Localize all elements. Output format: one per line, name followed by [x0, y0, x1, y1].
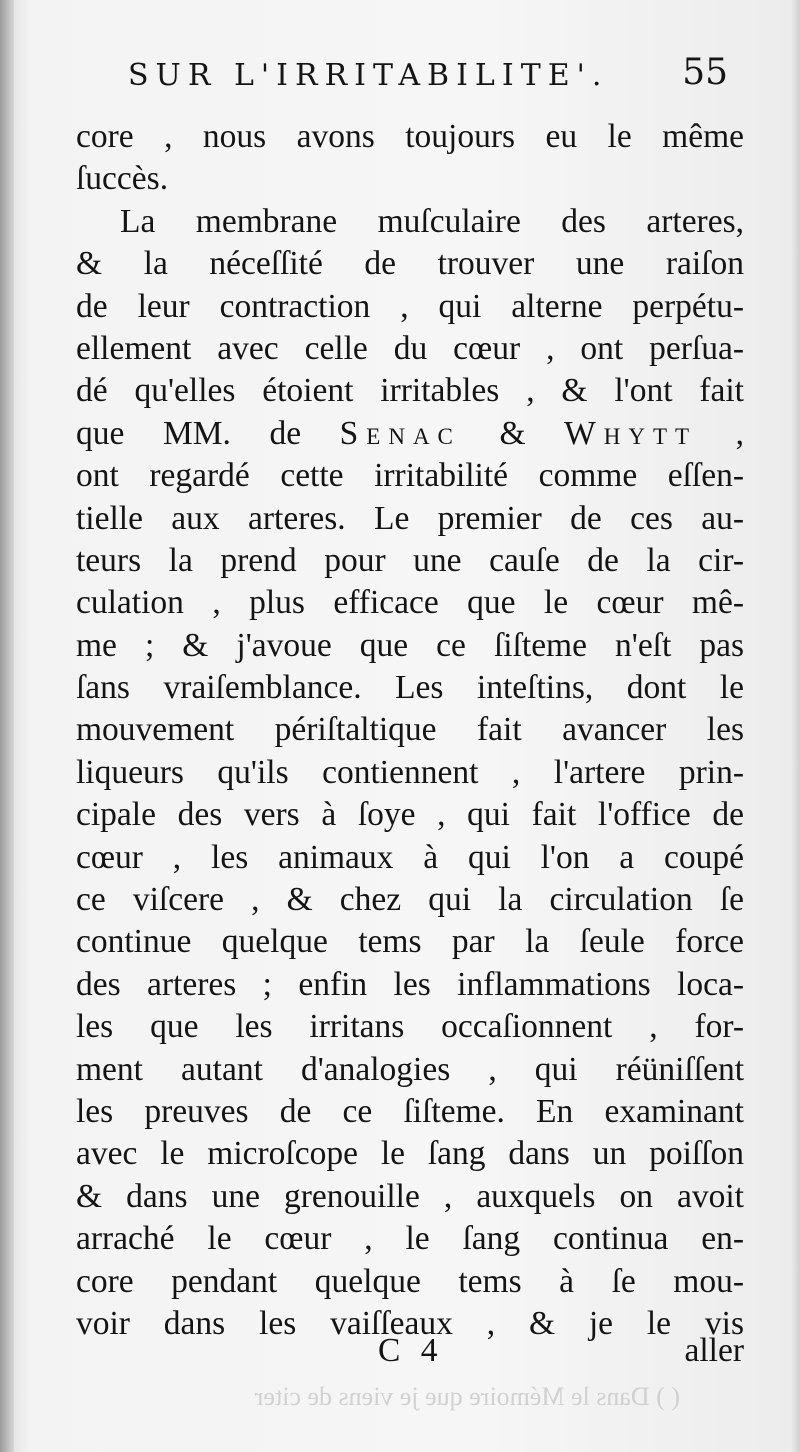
- running-head: SUR L'IRRITABILITE'.: [128, 58, 609, 93]
- text-line: & dans une grenouille , auxquels on avoit: [76, 1177, 744, 1215]
- text-line: les preuves de ce ſiſteme. En examinant: [76, 1092, 744, 1130]
- page-edge: [790, 0, 800, 1452]
- text-fragment: ,: [697, 414, 745, 452]
- text-line: liqueurs qu'ils contiennent , l'artere prin-: [76, 753, 744, 791]
- text-line: ſans vraiſemblance. Les inteſtins, dont le: [76, 669, 744, 707]
- text-line: teurs la prend pour une cauſe de la cir-: [76, 541, 744, 579]
- text-line: des arteres ; enfin les inflammations loca-: [76, 965, 744, 1003]
- text-line: tielle aux arteres. Le premier de ces au-: [76, 499, 744, 537]
- text-line: core pendant quelque tems à ſe mou-: [76, 1262, 744, 1300]
- text-line: culation , plus efficace que le cœur mê-: [76, 584, 744, 622]
- text-line: arraché le cœur , le ſang continua en-: [76, 1220, 744, 1258]
- author-name-senac: Senac: [339, 414, 461, 452]
- text-line-authors: [76, 413, 744, 455]
- text-line: & la néceſſité de trouver une raiſon: [76, 245, 744, 283]
- text-line: cipale des vers à ſoye , qui fait l'office de: [76, 796, 744, 834]
- author-name-whytt: Whytt: [564, 414, 698, 452]
- page-header: [128, 52, 728, 102]
- bleed-through-text: ( ) Dans le Mémoire que je viens de citer: [254, 1382, 680, 1411]
- text-line: La membrane muſculaire des arteres,: [120, 202, 744, 240]
- text-fragment: &: [460, 414, 565, 452]
- text-line: de leur contraction , qui alterne perpétu-: [76, 287, 744, 325]
- text-line: voir dans les vaiſſeaux , & je le vis: [76, 1304, 744, 1342]
- page-footer: [76, 1332, 744, 1378]
- text-line: core , nous avons toujours eu le même: [76, 118, 744, 155]
- text-line: ſuccès.: [76, 160, 169, 198]
- signature-mark: C 4: [378, 1332, 444, 1369]
- body-text: [76, 116, 744, 1345]
- text-line: dé qu'elles étoient irritables , & l'ont fait: [76, 372, 744, 410]
- text-line: les que les irritans occaſionnent , for-: [76, 1008, 744, 1046]
- text-line: ment autant d'analogies , qui réüniſſent: [76, 1050, 744, 1088]
- page-number: 55: [682, 52, 728, 93]
- text-line: ont regardé cette irritabilité comme eſſen-: [76, 457, 744, 495]
- text-line: ellement avec celle du cœur , ont perſua-: [76, 329, 744, 367]
- text-line: ce viſcere , & chez qui la circulation ſe: [76, 881, 744, 919]
- page-binding-shadow: [0, 0, 14, 1452]
- text-line: me ; & j'avoue que ce ſiſteme n'eſt pas: [76, 626, 744, 664]
- text-fragment: que MM. de: [76, 414, 340, 452]
- text-line: continue quelque tems par la ſeule force: [76, 923, 744, 961]
- catchword: aller: [684, 1332, 744, 1369]
- text-line: avec le microſcope le ſang dans un poiſſon: [76, 1135, 744, 1173]
- text-line: cœur , les animaux à qui l'on a coupé: [76, 838, 744, 876]
- text-line: mouvement périſtaltique fait avancer les: [76, 711, 744, 749]
